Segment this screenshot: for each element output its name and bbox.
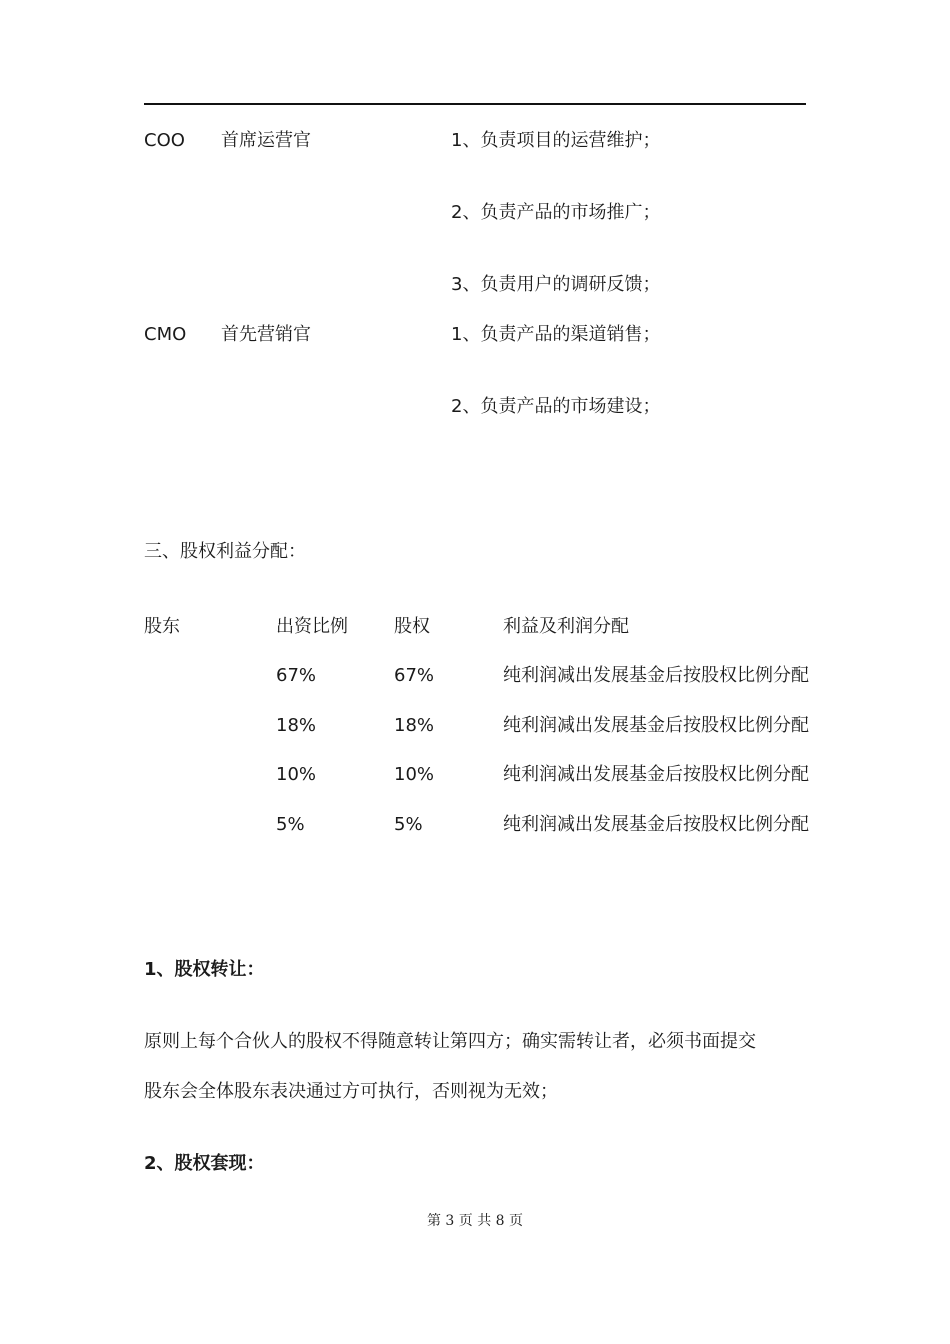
table-header-holder: 股东 — [144, 616, 180, 637]
table-cell-profit: 纯利润减出发展基金后按股权比例分配 — [503, 764, 809, 785]
duty-coo-1: 1、负责项目的运营维护； — [451, 130, 661, 151]
table-cell-equity: 10% — [394, 764, 435, 785]
duty-coo-3: 3、负责用户的调研反馈； — [451, 274, 661, 295]
table-header-ratio: 出资比例 — [276, 616, 348, 637]
role-abbr-cmo: CMO — [144, 324, 187, 345]
table-cell-ratio: 18% — [276, 715, 317, 736]
table-cell-profit: 纯利润减出发展基金后按股权比例分配 — [503, 665, 809, 686]
table-cell-equity: 5% — [394, 814, 423, 835]
duty-coo-2: 2、负责产品的市场推广； — [451, 202, 661, 223]
role-name-coo: 首席运营官 — [221, 130, 311, 151]
table-cell-profit: 纯利润减出发展基金后按股权比例分配 — [503, 715, 809, 736]
table-cell-ratio: 67% — [276, 665, 317, 686]
table-cell-equity: 67% — [394, 665, 435, 686]
header-rule — [144, 103, 806, 105]
section-title-equity-distribution: 三、股权利益分配： — [144, 541, 306, 562]
role-abbr-coo: COO — [144, 130, 185, 151]
table-cell-ratio: 5% — [276, 814, 305, 835]
role-name-cmo: 首先营销官 — [221, 324, 311, 345]
paragraph-transfer-line-2: 股东会全体股东表决通过方可执行，否则视为无效； — [144, 1081, 558, 1102]
table-cell-equity: 18% — [394, 715, 435, 736]
table-cell-ratio: 10% — [276, 764, 317, 785]
duty-cmo-2: 2、负责产品的市场建设； — [451, 396, 661, 417]
heading-equity-transfer: 1、股权转让： — [144, 959, 265, 980]
paragraph-transfer-line-1: 原则上每个合伙人的股权不得随意转让第四方；确实需转让者，必须书面提交 — [144, 1031, 756, 1052]
table-cell-profit: 纯利润减出发展基金后按股权比例分配 — [503, 814, 809, 835]
heading-equity-cashout: 2、股权套现： — [144, 1153, 265, 1174]
table-header-equity: 股权 — [394, 616, 430, 637]
page-number-footer: 第 3 页 共 8 页 — [426, 1213, 524, 1229]
duty-cmo-1: 1、负责产品的渠道销售； — [451, 324, 661, 345]
table-header-profit: 利益及利润分配 — [503, 616, 629, 637]
